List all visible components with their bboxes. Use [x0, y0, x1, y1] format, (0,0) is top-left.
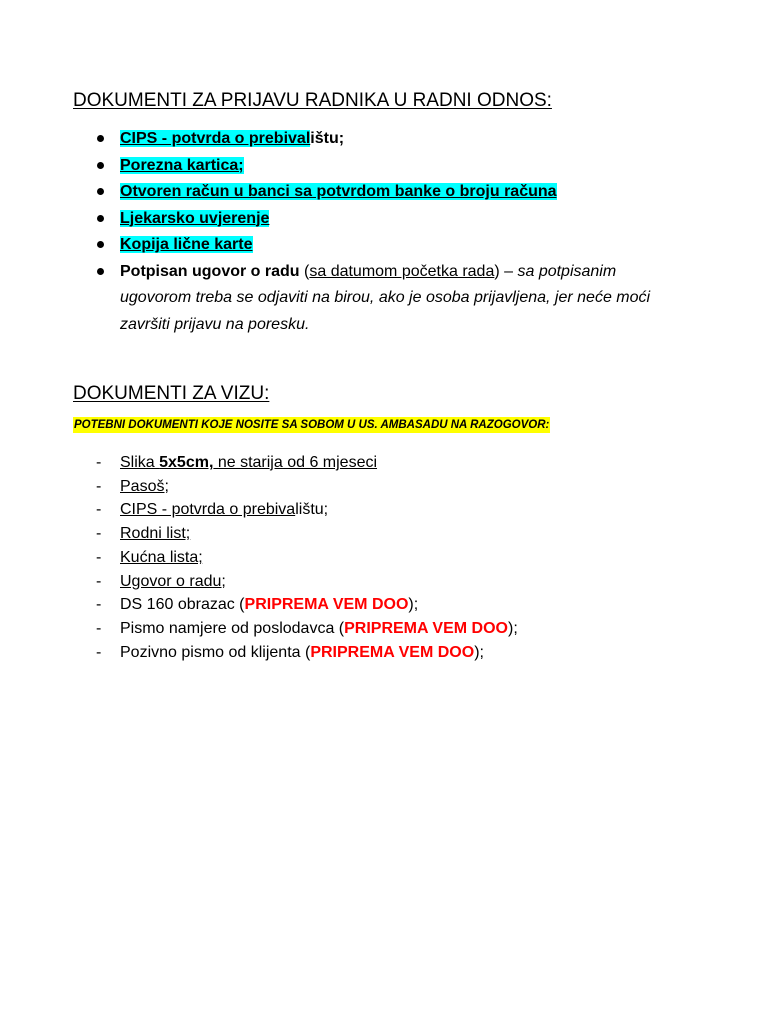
- list-item: - Pasoš;: [96, 475, 518, 499]
- dash-marker: -: [96, 596, 102, 614]
- list-item: - CIPS - potvrda o prebivalištu;: [96, 498, 518, 522]
- bullet-icon: [97, 268, 104, 275]
- list-item: - Rodni list;: [96, 522, 518, 546]
- list-item: Kopija lične karte: [96, 232, 656, 259]
- list-item: Porezna kartica;: [96, 153, 656, 180]
- dash-marker: -: [96, 548, 102, 566]
- dash-marker: -: [96, 477, 102, 495]
- list-item: CIPS - potvrda o prebivalištu;: [96, 126, 656, 153]
- dash-marker: -: [96, 572, 102, 590]
- dash-marker: -: [96, 525, 102, 543]
- list-item: - Pismo namjere od poslodavca (PRIPREMA VEM DOO);: [96, 617, 518, 641]
- dash-marker: -: [96, 454, 102, 471]
- dash-marker: -: [96, 501, 102, 519]
- visa-documents-list: [96, 451, 518, 664]
- embassy-note: POTEBNI DOKUMENTI KOJE NOSITE SA SOBOM U US. AMBASADU NA RAZOGOVOR:: [74, 419, 550, 431]
- list-item: - DS 160 obrazac (PRIPREMA VEM DOO);: [96, 593, 518, 617]
- list-item: - Kućna lista;: [96, 546, 518, 570]
- list-item: - Ugovor o radu;: [96, 570, 518, 594]
- section-heading-registration: DOKUMENTI ZA PRIJAVU RADNIKA U RADNI ODNOS:: [73, 90, 552, 111]
- list-item-contract: Potpisan ugovor o radu (sa datumom početka rada) – sa potpisanim ugovorom treba se odjaviti na birou, ako je osoba prijavljena, jer neće moći završiti prijavu na poresku.: [96, 259, 656, 339]
- bullet-icon: [97, 162, 104, 169]
- list-item: Otvoren račun u banci sa potvrdom banke o broju računa: [96, 179, 656, 206]
- section-heading-visa: DOKUMENTI ZA VIZU:: [73, 383, 270, 404]
- bullet-icon: [97, 241, 104, 248]
- list-item: Ljekarsko uvjerenje: [96, 206, 656, 233]
- registration-documents-list: [96, 126, 656, 338]
- dash-marker: -: [96, 619, 102, 637]
- bullet-icon: [97, 215, 104, 222]
- dash-marker: -: [96, 643, 102, 661]
- list-item: - Pozivno pismo od klijenta (PRIPREMA VEM DOO);: [96, 641, 518, 665]
- bullet-icon: [97, 188, 104, 195]
- list-item: - Slika 5x5cm, ne starija od 6 mjeseci: [96, 451, 518, 475]
- bullet-icon: [97, 135, 104, 142]
